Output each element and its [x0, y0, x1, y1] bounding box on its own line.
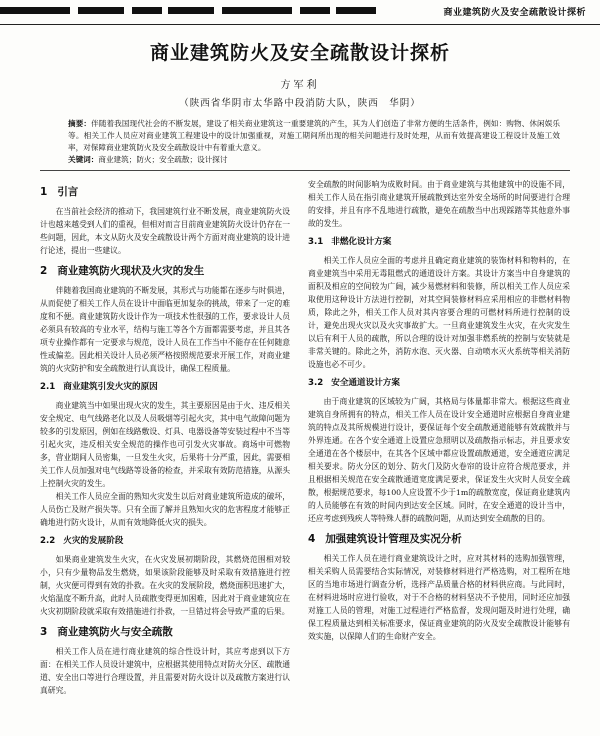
paragraph: 相关工作人员在进行商业建筑的综合性设计时，其应考虑到以下方面：在相关工作人员设计建筑中，应根据其使用特点对防火分区、疏散通道、安全出口等进行合理设置，并且需要对防火设计以及疏散方案进行认真研究。 [40, 647, 290, 695]
header-rule-segment [222, 7, 292, 14]
section-number: 2 [40, 265, 48, 277]
subsection-number: 2.1 [40, 382, 56, 392]
running-header-bar [0, 0, 600, 25]
left-column [40, 178, 290, 730]
header-rule-segment [132, 7, 162, 14]
subsection-number: 2.2 [40, 536, 56, 546]
abstract-text: 伴随着我国现代社会的不断发展，建设了相关商业建筑这一重要建筑的产生，其为人们创造了非常方便的生活条件，例如：购物、休闲娱乐等。相关工作人员应对商业建筑工程建设中的设计加强重视，对施工期间所出现的相关问题进行及时处理，从而有效提高建设工程设计及施工效率，对保障商业建筑防火及安全疏散设计中有着重大意义。 [68, 119, 561, 152]
subsection-title: 火灾的发展阶段 [63, 536, 124, 546]
paragraph: 相关工作人员应全面的考虑并且确定商业建筑的装饰材料和物料的，在商业建筑当中采用无毒阻燃式的通道设计方案。其设计方案当中自身建筑的面积及相应的空间较为广阔，减少易燃材料和装修，所以相关工作人员应采取使用这种设计方法进行控制，对其空间装修材料应采用相应的非燃材料物质，除此之外，相关工作人员对其内容要合理的可燃材料所进行控制的设计，避免出现火灾以及火灾事故扩大。一旦商业建筑发生火灾，在火灾发生以后有利于人员的疏散，所以合理的设计对加强非燃系统的控制与安装就是非常关键的。除此之外，消防水泡、灭火器、自动喷水灭火系统等相关消防设施也必不可少。 [308, 256, 570, 369]
running-header: 商业建筑防火及安全疏散设计探析 [443, 8, 586, 18]
subsection-title: 商业建筑引发火灾的原因 [63, 382, 158, 392]
abstract-divider [40, 170, 570, 171]
affiliation: （陕西省华阴市太华路中段消防大队，陕西 华阴） [179, 98, 421, 109]
section-number: 4 [308, 533, 316, 545]
paragraph: 相关工作人员应全面的熟知火灾发生以后对商业建筑所造成的破坏，人员伤亡及财产损失等。只有全面了解并且熟知火灾的危害程度才能够正确地进行防火设计，从而有效地降低火灾的损失。 [40, 492, 290, 527]
subsection-heading [308, 236, 570, 249]
paragraph: 商业建筑当中如果出现火灾的发生，其主要原因是由于火、违反相关安全规定、电气线路老化以及人员吸烟等引起火灾，其中电气故障问题为较多的引发原因，例如在线路敷设、灯具、电器设备等安装过程中不当等引起火灾，违反相关安全规范的操作也可引发火灾事故。商场中可燃物多，营业期间人员密集，一旦发生火灾，后果将十分严重，因此，需要相关工作人员加强对电气线路等设备的检查，并采取有效防范措施，从源头上控制火灾的发生。 [40, 401, 290, 488]
right-column [308, 178, 570, 730]
subsection-number: 3.1 [308, 237, 324, 247]
keywords-label: 关键词： [68, 155, 99, 164]
header-rule-segment [78, 7, 124, 14]
section-heading [308, 533, 570, 546]
section-number: 3 [40, 626, 48, 638]
header-rule-segment [168, 7, 214, 14]
section-title: 商业建筑防火与安全疏散 [57, 626, 173, 638]
section-heading [40, 186, 290, 199]
paragraph: 如果商业建筑发生火灾，在火灾发展初期阶段，其燃烧范围相对较小，只有少量物品发生燃烧，如果该阶段能够及时采取有效措施进行控制，火灾便可得到有效的扑救。在火灾的发展阶段，燃烧面积迅速扩大，火焰温度不断升高，此时人员疏散变得更加困难，因此对于商业建筑应在火灾初期阶段就采取有效措施进行扑救，一旦错过将会导致严重的后果。 [40, 555, 290, 616]
header-rule-segment [300, 7, 330, 14]
header-rule-segment [0, 7, 70, 14]
header-rule-segment [336, 7, 376, 14]
section-heading [40, 626, 290, 639]
section-title: 加强建筑设计管理及实况分析 [325, 533, 462, 545]
section-number: 1 [40, 186, 48, 198]
subsection-title: 安全通道设计方案 [331, 378, 400, 388]
section-title: 商业建筑防火现状及火灾的发生 [57, 265, 205, 277]
paragraph: 由于商业建筑的区域较为广阔，其格局与体量都非常大。根据这些商业建筑自身所拥有的特点，相关工作人员在设计安全通道时应根据自身商业建筑的特点及其所规模进行设计，要保证每个安全疏散通道能够有效疏散并与外界连通。在各个安全通道上设置应急照明以及疏散指示标志，并且要求安全通道在各个楼层中，在其各个区域中都应设置疏散通道，安全通道应满足相关要求。防火分区的划分、防火门及防火卷帘的设计应符合规范要求，并且根据相关规范在安全疏散通道宽度满足要求，保证发生火灾时人员安全疏散，根据规范要求，每100人应设置不少于1m的疏散宽度，保证商业建筑内的人员能够在有效的时间内到达安全区域。同时，在安全通道的设计当中，还应考虑到残疾人等特殊人群的疏散问题，从而达到安全疏散的目的。 [308, 397, 570, 523]
paragraph: 在当前社会经济的推动下，我国建筑行业不断发展，商业建筑防火设计也越来越受到人们的重视，但相对而言目前商业建筑防火设计仍存在一些问题，因此，本文从防火及安全疏散设计两个方面对商业建筑的设计进行论述，提出一些建议。 [40, 207, 290, 255]
paragraph: 安全疏散的时间影响为成败时间。由于商业建筑与其他建筑中的设施不同，相关工作人员在指引商业建筑开展疏散到达室外安全场所的时间要进行合理的安排，并且有序不乱地进行疏散，避免在疏散当中出现踩踏等其他意外事故的发生。 [308, 180, 570, 228]
author: 方军利 [280, 80, 320, 91]
section-title: 引言 [57, 186, 79, 198]
subsection-number: 3.2 [308, 378, 324, 388]
paragraph: 相关工作人员在进行商业建筑设计之时，应对其材料的选购加强管理，相关采购人员需要结合实际情况，对装修材料进行严格选购，对工程所在地区的当地市场进行调查分析，选择产品质量合格的材料供应商。与此同时，在材料进场时应进行验收，对于不合格的材料坚决不予使用，同时还应加强对施工人员的管理，对施工过程进行严格监督，发现问题及时进行处理，确保工程质量达到相关标准要求，保证商业建筑的防火及安全疏散设计能够有效实施，以保障人们的生命财产安全。 [308, 554, 570, 641]
paragraph: 伴随着我国商业建筑的不断发展，其形式与功能都在逐步与时俱进，从而促使了相关工作人员在设计中面临更加复杂的挑战，带来了一定的难度和不便。商业建筑防火设计作为一项技术性很强的工作，要求设计人员必须具有较高的专业水平，结构与施工等各个方面都需要考虑，并且其各项专业操作都有一定要求与规范，设计人员在工作当中不能存在任何随意性或偏差。因此相关设计人员必须严格按照规范要求开展工作，对商业建筑的火灾防护和安全疏散进行认真设计，确保工程质量。 [40, 286, 290, 373]
subsection-heading [40, 381, 290, 394]
section-heading [40, 265, 290, 278]
abstract-label: 摘要： [68, 119, 92, 128]
abstract [68, 118, 560, 166]
paper-title: 商业建筑防火及安全疏散设计探析 [149, 42, 450, 64]
keywords: 商业建筑；防火；安全疏散；设计探讨 [98, 155, 228, 164]
subsection-title: 非燃化设计方案 [331, 237, 392, 247]
subsection-heading [308, 377, 570, 390]
subsection-heading [40, 535, 290, 548]
